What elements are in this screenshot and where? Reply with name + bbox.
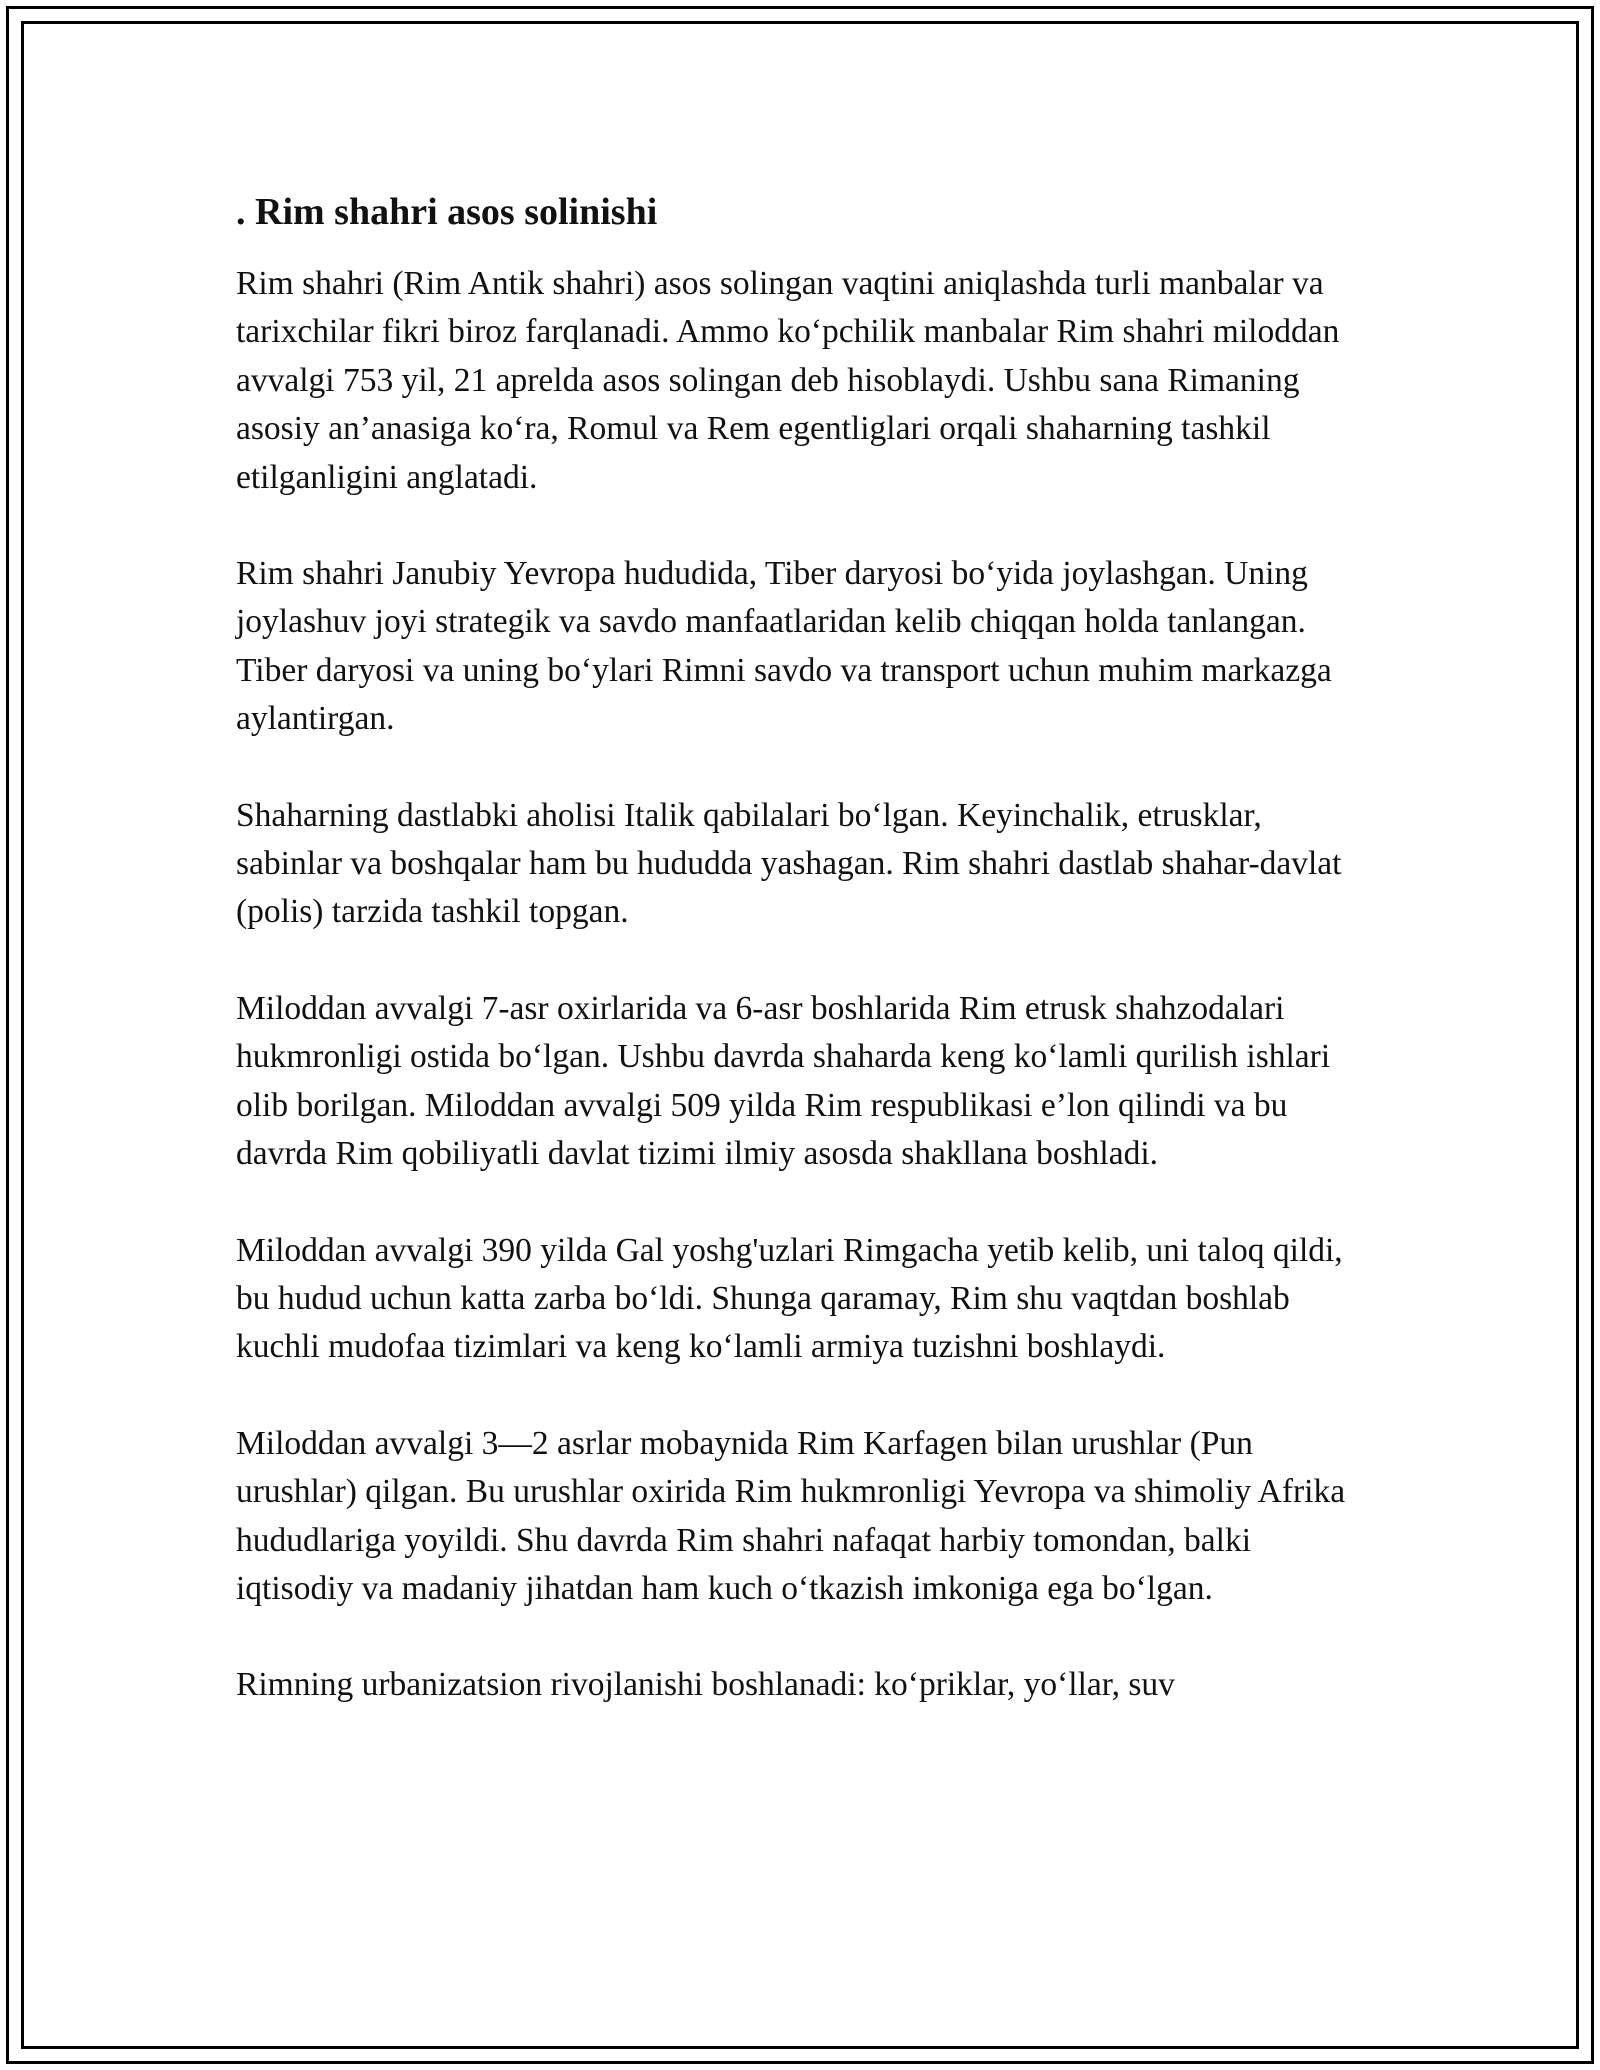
paragraph-urbanization: Rimning urbanizatsion rivojlanishi boshlanadi: ko‘priklar, yo‘llar, suv — [236, 1666, 1175, 1704]
section-heading: . Rim shahri asos solinishi — [236, 191, 658, 233]
paragraph-gallic-sack: Miloddan avvalgi 390 yilda Gal yoshg'uzlari Rimgacha yetib kelib, uni taloq qildi, bu hudud uchun katta zarba bo‘ldi. Shunga qaramay, Rim shu vaqtdan boshlab kuchli mudofaa tizimlari va keng ko‘lamli armiya tuzishni boshlaydi. — [236, 1231, 1343, 1366]
paragraph-founding-date: Rim shahri (Rim Antik shahri) asos solingan vaqtini aniqlashda turli manbalar va tarixchilar fikri biroz farqlanadi. Ammo ko‘pchilik manbalar Rim shahri miloddan avvalgi 753 yil, 21 aprelda asos solingan deb hisoblaydi. Ushbu sana Rimaning asosiy an’anasiga ko‘ra, Romul va Rem egentliglari orqali shaharning tashkil etilganligini anglatadi. — [236, 265, 1340, 496]
paragraph-early-population: Shaharning dastlabki aholisi Italik qabilalari bo‘lgan. Keyinchalik, etrusklar, sabinlar va boshqalar ham bu hududda yashagan. Rim shahri dastlab shahar-davlat (polis) tarzida tashkil topgan. — [236, 796, 1342, 931]
paragraph-etruscan-period: Miloddan avvalgi 7-asr oxirlarida va 6-asr boshlarida Rim etrusk shahzodalari hukmronligi ostida bo‘lgan. Ushbu davrda shaharda keng ko‘lamli qurilish ishlari olib borilgan. Miloddan avvalgi 509 yilda Rim respublikasi e’lon qilindi va bu davrda Rim qobiliyatli davlat tizimi ilmiy asosda shakllana boshladi. — [236, 989, 1331, 1173]
paragraph-punic-wars: Miloddan avvalgi 3—2 asrlar mobaynida Rim Karfagen bilan urushlar (Pun urushlar) qilgan. Bu urushlar oxirida Rim hukmronligi Yevropa va shimoliy Afrika hududlariga yoyildi. Shu davrda Rim shahri nafaqat harbiy tomondan, balki iqtisodiy va madaniy jihatdan ham kuch o‘tkazish imkoniga ega bo‘lgan. — [236, 1424, 1346, 1607]
paragraph-location: Rim shahri Janubiy Yevropa hududida, Tiber daryosi bo‘yida joylashgan. Uning joylashuv joyi strategik va savdo manfaatlaridan kelib chiqqan holda tanlangan. Tiber daryosi va uning bo‘ylari Rimni savdo va transport uchun muhim markazga aylantirgan. — [236, 555, 1332, 738]
document-body — [236, 186, 1376, 1758]
